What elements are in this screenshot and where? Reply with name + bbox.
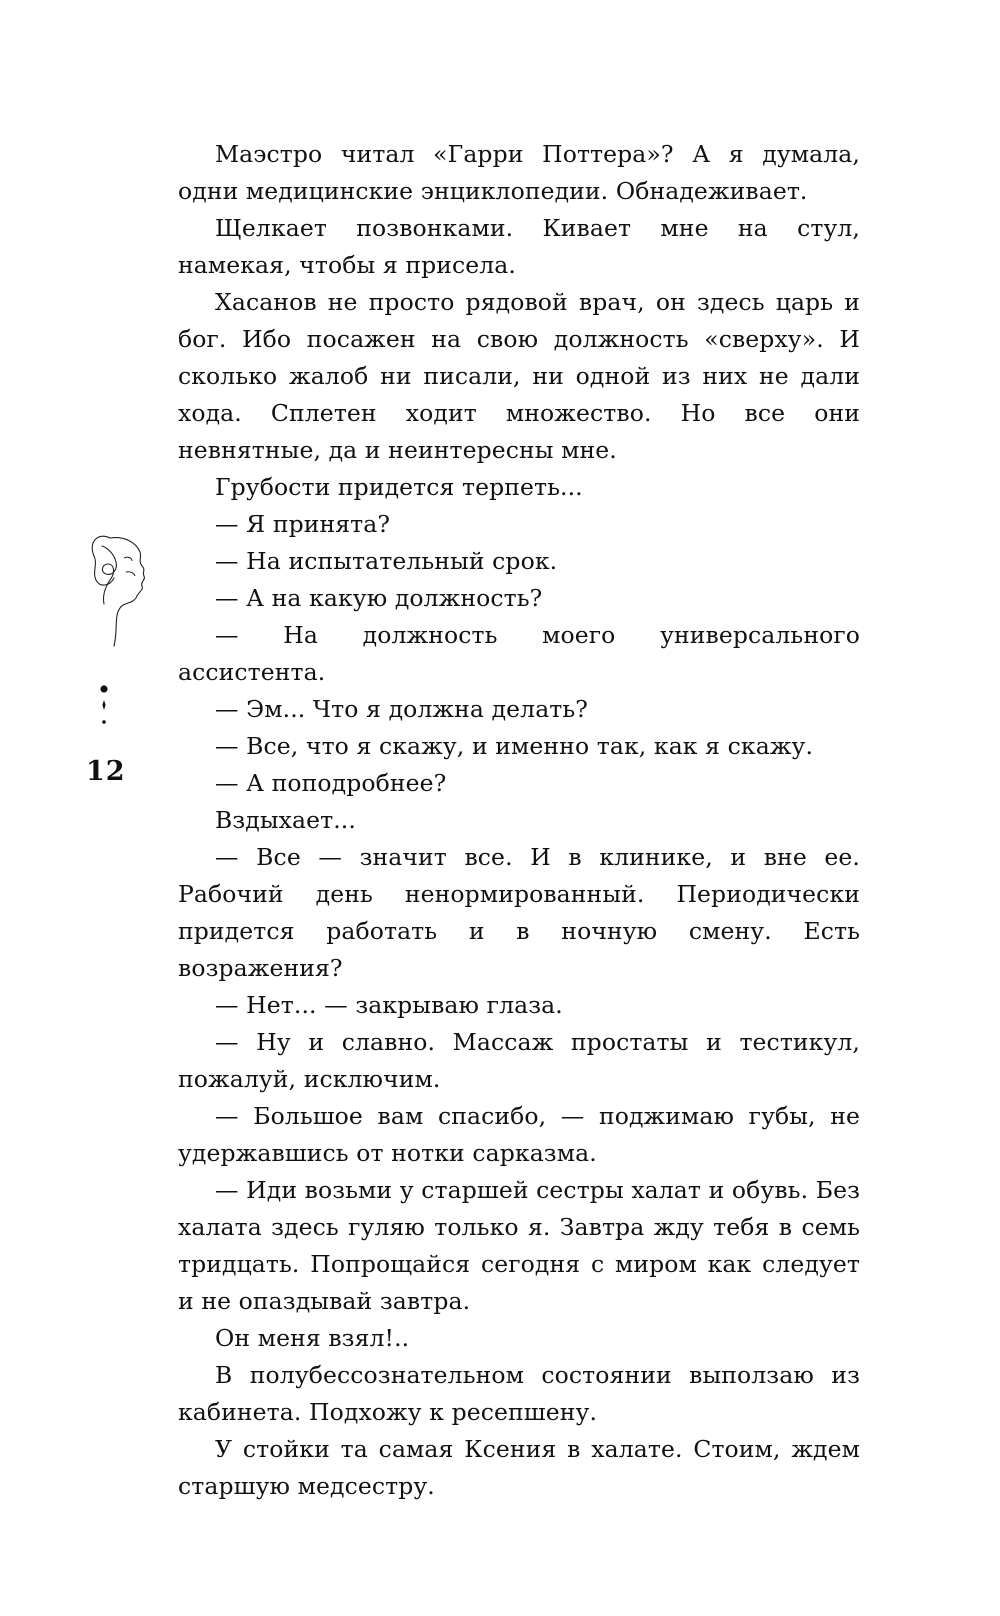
dialogue-line: — На должность моего универсального ассистента. (178, 621, 860, 686)
dialogue-line: — Ну и славно. Массаж простаты и тестикул, пожалуй, исключим. (178, 1028, 860, 1093)
paragraph: Хасанов не просто рядовой врач, он здесь царь и бог. Ибо посажен на свою должность «сверху». И сколько жалоб ни писали, ни одной из них не дали хода. Сплетен ходит множество. Но все они невнятные, да и неинтересны мне. (178, 288, 860, 464)
paragraph: Вздыхает... (215, 806, 356, 834)
dialogue-line: — Все, что я скажу, и именно так, как я скажу. (215, 732, 814, 760)
paragraph: Щелкает позвонками. Кивает мне на стул, намекая, чтобы я присела. (178, 214, 860, 279)
dialogue-line: — Нет... — закрываю глаза. (215, 991, 563, 1019)
dialogue-line: — А поподробнее? (215, 769, 447, 797)
dialogue-line: — Иди возьми у старшей сестры халат и обувь. Без халата здесь гуляю только я. Завтра жду тебя в семь тридцать. Попрощайся сегодня с миром как следует и не опаздывай завтра. (178, 1176, 861, 1315)
paragraph: Он меня взял!.. (215, 1324, 410, 1352)
paragraph: В полубессознательном состоянии выползаю из кабинета. Подхожу к ресепшену. (178, 1361, 860, 1426)
dialogue-line: — Эм... Что я должна делать? (215, 695, 589, 723)
paragraph: Маэстро читал «Гарри Поттера»? А я думала, одни медицинские энциклопедии. Обнадеживает. (178, 140, 860, 205)
face-profile-icon (80, 528, 156, 652)
dialogue-line: — А на какую должность? (215, 584, 543, 612)
paragraph: У стойки та самая Ксения в халате. Стоим, ждем старшую медсестру. (178, 1435, 860, 1500)
ornament-dots-icon (96, 684, 112, 730)
page-number: 12 (86, 756, 126, 787)
body-text (178, 136, 860, 1505)
paragraph: Грубости придется терпеть... (215, 473, 583, 501)
dialogue-line: — Я принята? (215, 510, 391, 538)
dialogue-line: — Все — значит все. И в клинике, и вне ее. Рабочий день ненормированный. Периодически придется работать и в ночную смену. Есть возражения? (178, 843, 860, 982)
dialogue-line: — На испытательный срок. (215, 547, 558, 575)
dialogue-line: — Большое вам спасибо, — поджимаю губы, не удержавшись от нотки сарказма. (178, 1102, 860, 1167)
